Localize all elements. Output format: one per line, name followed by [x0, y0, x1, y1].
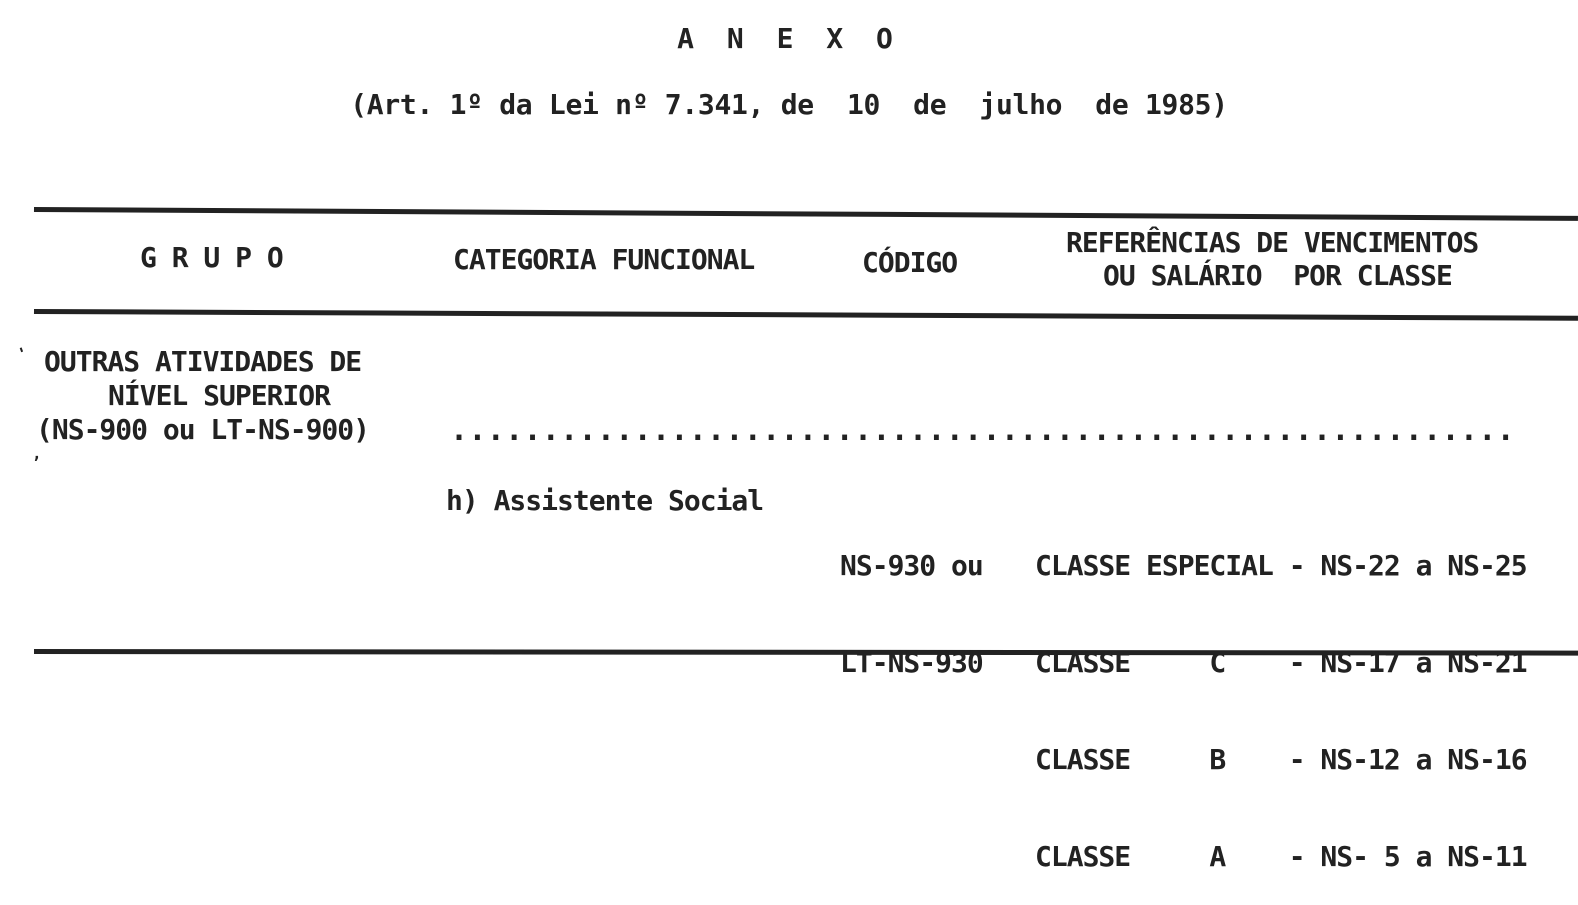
column-header-codigo: CÓDIGO	[862, 246, 958, 279]
dotted-leader: ..........................................................	[450, 413, 1515, 448]
column-header-referencias-line1: REFERÊNCIAS DE VENCIMENTOS	[1066, 226, 1479, 259]
document-title: A N E X O	[677, 22, 901, 55]
grupo-cell-line1: OUTRAS ATIVIDADES DE	[44, 345, 362, 378]
class-range-especial: CLASSE ESPECIAL - NS-22 a NS-25	[1035, 548, 1527, 582]
codigo-cell	[840, 486, 983, 711]
table-rule-header-bottom	[34, 309, 1578, 321]
document-subtitle: (Art. 1º da Lei nº 7.341, de 10 de julho de 1985)	[350, 88, 1228, 121]
referencias-cell	[1035, 486, 1527, 905]
class-range-a: CLASSE A - NS- 5 a NS-11	[1035, 839, 1527, 873]
grupo-cell-line2: NÍVEL SUPERIOR	[108, 379, 331, 412]
scan-artifact-bottom: ,	[32, 444, 42, 463]
table-rule-top	[34, 207, 1578, 221]
column-header-categoria-funcional: CATEGORIA FUNCIONAL	[453, 243, 755, 276]
column-header-referencias-line2: OU SALÁRIO POR CLASSE	[1103, 259, 1452, 292]
codigo-line1: NS-930 ou	[840, 548, 983, 582]
class-range-c: CLASSE C - NS-17 a NS-21	[1035, 645, 1527, 679]
class-range-b: CLASSE B - NS-12 a NS-16	[1035, 742, 1527, 776]
grupo-cell-line3: (NS-900 ou LT-NS-900)	[36, 413, 370, 446]
codigo-line2: LT-NS-930	[840, 645, 983, 679]
categoria-cell: h) Assistente Social	[446, 484, 764, 517]
scan-artifact-top: '	[15, 342, 31, 365]
column-header-grupo: G R U P O	[140, 241, 283, 274]
